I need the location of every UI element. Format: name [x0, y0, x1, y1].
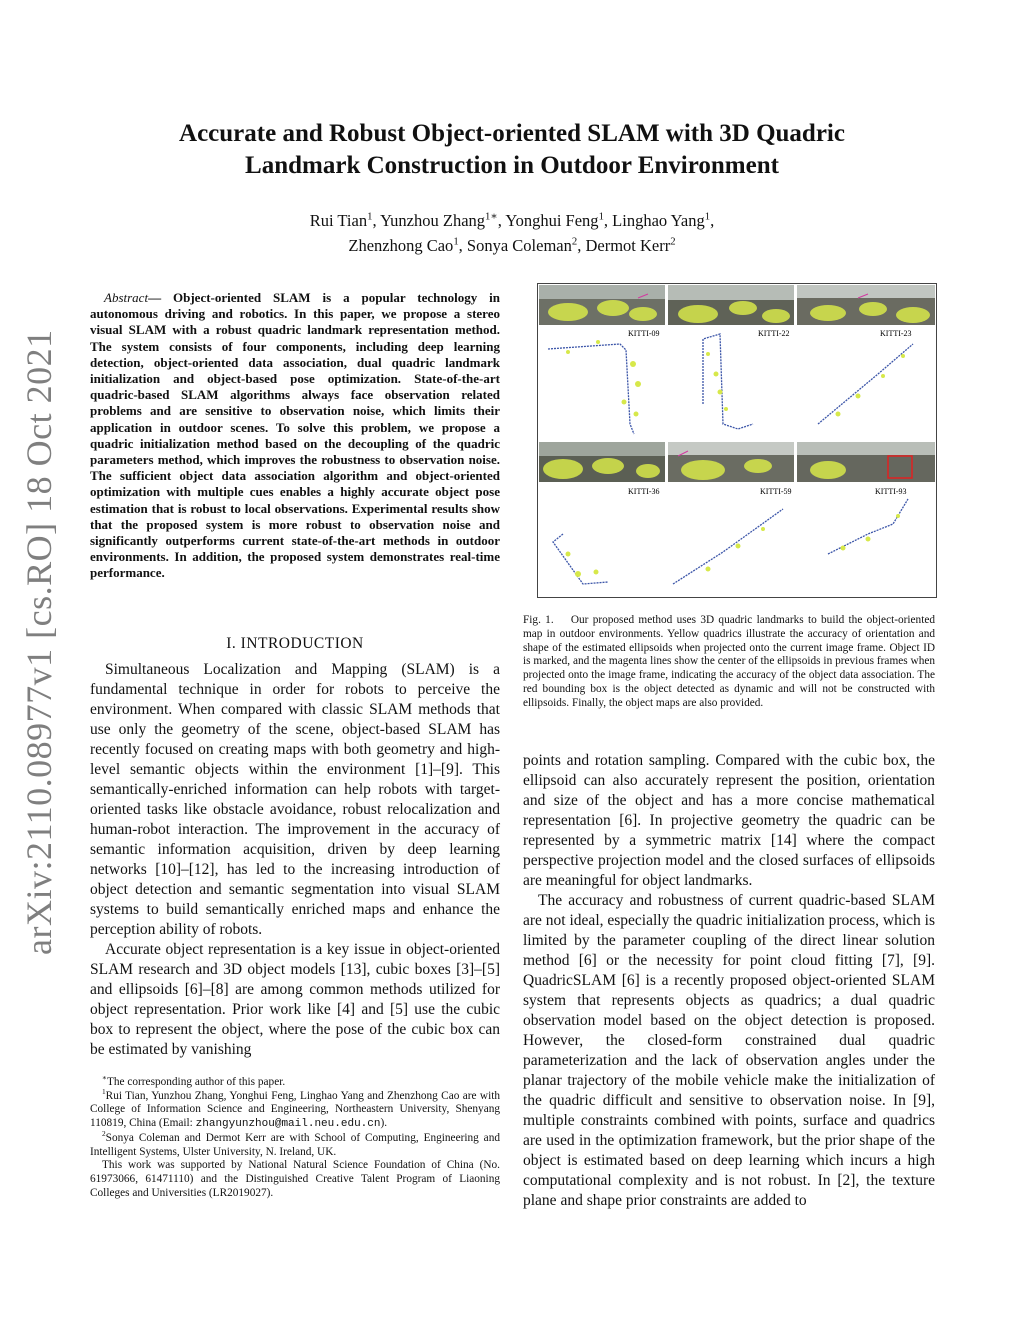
map-quadric [566, 350, 570, 354]
map-quadric [901, 354, 905, 358]
map-quadric [622, 400, 627, 405]
map-quadric [718, 390, 723, 395]
title-line-1: Accurate and Robust Object-oriented SLAM with 3D Quadric [179, 120, 845, 147]
footnote-affiliation-1 [90, 1086, 500, 1132]
caption-text: Our proposed method uses 3D quadric landmarks to build the object-oriented map in outdoor environments. Yellow quadrics illustrate the accuracy of orientation and shape of the estimated ellipsoids when projected onto the current image frame. Object ID is marked, and the magenta lines show the center of the ellipsoids in previous frames when projected onto the image frame, indicating the accuracy of the object data association. The red bounding box is the object detected as dynamic and will not be constructed with ellipsoids. Finally, the object maps are also provided. [523, 614, 936, 709]
sky-region [539, 442, 665, 456]
author-name: Zhenzhong Cao [348, 236, 454, 255]
email-link[interactable]: zhangyunzhou@mail.neu.edu.cn [195, 1118, 381, 1131]
map-quadric [566, 552, 571, 557]
author-name: Rui Tian [309, 211, 368, 230]
map-quadric [714, 372, 719, 377]
quadric-overlay [744, 459, 772, 473]
map-quadric [896, 514, 900, 518]
author-affil-mark: 1 [367, 210, 373, 223]
panel-label: KITTI-59 [760, 487, 792, 496]
quadric-overlay [543, 459, 583, 479]
sky-region [797, 442, 935, 455]
intro-right-column [523, 751, 935, 1211]
map-quadric [724, 407, 728, 411]
map-quadric [594, 570, 599, 575]
intro-left-column [90, 660, 500, 1060]
paper-title [100, 118, 924, 182]
quadric-overlay [810, 305, 846, 321]
author-name: Linghao Yang [612, 211, 705, 230]
map-quadric [706, 352, 710, 356]
author-affil-mark: 1 [704, 210, 711, 223]
author-affil-mark: 1∗ [485, 210, 498, 223]
map-quadric [881, 374, 885, 378]
map-quadric [736, 544, 741, 549]
author-affil-mark: 2 [571, 235, 578, 248]
panel-label: KITTI-22 [758, 329, 790, 338]
footnote-corresponding [90, 1073, 500, 1090]
author-name: Sonya Coleman [466, 236, 572, 255]
sky-region [668, 442, 794, 455]
map-quadric [635, 381, 641, 387]
trajectory-path [818, 344, 913, 424]
figure-1-graphic [538, 284, 936, 597]
caption-label: Fig. 1. [523, 614, 554, 626]
trajectory-path [553, 534, 608, 584]
panel-label: KITTI-93 [875, 487, 907, 496]
footnote-mark: ∗ [102, 1073, 107, 1083]
quadric-overlay [729, 301, 757, 315]
paragraph: Simultaneous Localization and Mapping (SLAM) is a fundamental technique in order for robots to perceive the environment. When compared with classic SLAM methods that use only the geometry of the scene, object-based SLAM has recently focused on creating maps with both geometry and high-level semantic objects within the environment [1]–[9]. This semantically-enriched information can help robots with target-oriented tasks like obstacle avoidance, robust relocalization and human-robot interaction. The improvement in the accuracy of semantic information acquisition, driven by deep learning networks [10]–[12], has led to the increasing introduction of object detection and semantic segmentation into visual SLAM systems to build semantically enriched maps and enhance the perception ability of robots. [90, 661, 500, 938]
footnote-funding: This work was supported by National Natural Science Foundation of China (No. 61973066, 61471110) and the Distinguished Creative Talent Program of Liaoning Colleges and Universities (LR2019027). [90, 1159, 500, 1199]
quadric-overlay [859, 302, 887, 316]
map-quadric [596, 340, 600, 344]
sky-region [668, 285, 794, 300]
quadric-overlay [629, 307, 657, 321]
map-quadric [836, 412, 841, 417]
panel-label: KITTI-23 [880, 329, 912, 338]
quadric-overlay [678, 305, 718, 323]
quadric-overlay [681, 460, 725, 480]
map-quadric [856, 394, 861, 399]
trajectory-plots-top [548, 329, 913, 434]
map-quadric [761, 527, 765, 531]
quadric-overlay [810, 461, 846, 479]
footnote-mark: 2 [102, 1129, 106, 1139]
camera-frames-top [539, 285, 935, 325]
quadric-overlay [896, 307, 930, 323]
trajectory-path [703, 334, 753, 429]
author-name: Dermot Kerr [585, 236, 671, 255]
footnote-text: ). [380, 1117, 388, 1130]
paragraph: The accuracy and robustness of current quadric-based SLAM are not ideal, especially the quadric initialization process, which is limited by the parameter coupling of the direct linear solution method [6] or the necessity for point cloud fitting [7], [9]. QuadricSLAM [6] is a recently proposed object-oriented SLAM system that represents objects as quadrics; a dual quadric observation model based on the object detection is proposed. However, the closed-form constrained dual quadric parameterization and the lack of observation angles under the planar trajectory of the mobile vehicle make the initialization of the quadric difficult and sensitive to observation noise. In [9], multiple constraints combined with points, surface and quadrics are used in the optimization framework, but the prior shape of the object is estimated based on deep learning which incurs a high computational complexity and is not robust. In [2], the texture plane and shape prior constraints are added to [523, 892, 935, 1209]
author-name: Yunzhou Zhang [380, 211, 486, 230]
footnotes [90, 1073, 500, 1200]
footnote-affiliation-2 [90, 1129, 500, 1159]
trajectory-plots-bottom [553, 487, 908, 584]
footnote-text: The corresponding author of this paper. [106, 1076, 286, 1088]
quadric-overlay [636, 464, 660, 478]
footnote-text: Rui Tian, Yunzhou Zhang, Yonghui Feng, Linghao Yang and Zhenzhong Cao are with College of Information Science and Engineering, Northeastern University, Shenyang 110819, China (Email: [90, 1089, 500, 1130]
quadric-overlay [762, 309, 790, 323]
sky-region [539, 285, 665, 299]
section-heading-introduction: I. INTRODUCTION [226, 635, 364, 652]
quadric-overlay [592, 458, 624, 474]
author-affil-mark: 1 [598, 210, 604, 223]
quadric-overlay [548, 303, 588, 321]
author-affil-mark: 1 [453, 235, 459, 248]
camera-frames-bottom [539, 442, 935, 482]
abstract: Abstract— Object-oriented SLAM is a popular technology in autonomous driving and robotics. In this paper, we propose a stereo visual SLAM with a robust quadric landmark representation method. The system consists of four components, including deep learning detection, object-oriented data association, dual quadric landmark initialization and object-based pose optimization. State-of-the-art quadric-based SLAM algorithms always face observation related problems and are sensitive to observation noise, which limits their application in outdoor scenes. To solve this problem, we propose a quadric initialization method based on the decoupling of the quadric parameters method, which improves the robustness to observation noise. The sufficient object data association algorithm and object-oriented optimization with multiple cues enables a highly accurate object pose estimation that is robust to local observations. Experimental results show that the proposed system is more robust to observation noise and significantly outperforms current state-of-the-art methods in outdoor environments. In addition, the proposed system demonstrates real-time performance. [90, 290, 501, 581]
author-name: Yonghui Feng [505, 211, 599, 230]
figure-1 [537, 283, 937, 598]
abstract-text: Object-oriented SLAM is a popular technology in autonomous driving and robotics. In this paper, we propose a stereo visual SLAM with a robust quadric landmark representation method. The system consists of four components, including deep learning detection, object-oriented data association, dual quadric landmark initialization and object-based pose optimization. State-of-the-art quadric-based SLAM algorithms always face observation related problems and are sensitive to observation noise, which limits their application in outdoor scenes. To solve this problem, we propose a quadric initialization method based on the decoupling of the quadric parameters method, which improves the robustness to observation noise. The sufficient object data association algorithm and object-oriented optimization with multiple cues enables a highly accurate object pose estimation that is robust to local observations. Experimental results show that the proposed system is more robust to observation noise and significantly outperforms current state-of-the-art methods in outdoor environments. In addition, the proposed system demonstrates real-time performance. [90, 290, 501, 581]
map-quadric [634, 412, 639, 417]
author-list [150, 208, 874, 258]
paragraph: Accurate object representation is a key issue in object-oriented SLAM research and 3D object models [13], cubic boxes [3]–[5] and ellipsoids [6]–[8] are among common methods utilized for object representation. Prior work like [4] and [5] use the cubic box to represent the object, where the pose of the cubic box can be estimated by vanishing [90, 941, 500, 1058]
title-line-2: Landmark Construction in Outdoor Environment [245, 152, 779, 179]
sky-region [797, 285, 935, 298]
arxiv-stamp: arXiv:2110.08977v1 [cs.RO] 18 Oct 2021 [19, 329, 59, 955]
abstract-label: Abstract [104, 290, 149, 305]
author-line-1: Rui Tian$^1$, Yunzhou Zhang$^{1∗}$, Yonghui Feng$^1$, Linghao Yang$^1$, [309, 210, 715, 230]
author-line-2: Zhenzhong Cao$^1$, Sonya Coleman$^2$, Dermot Kerr$^2$ [348, 235, 676, 255]
paragraph: points and rotation sampling. Compared with the cubic box, the ellipsoid can also accurately represent the position, orientation and size of the object and has a more concise mathematical representation [6]. In projective geometry the quadric can be represented by a symmetric matrix [14] where the compact perspective projection model and the closed surfaces of ellipsoids are meaningful for object landmarks. [523, 752, 935, 889]
trajectory-path [828, 499, 908, 554]
footnote-mark: 1 [102, 1086, 106, 1096]
panel-label: KITTI-09 [628, 329, 660, 338]
panel-label: KITTI-36 [628, 487, 660, 496]
map-quadric [575, 571, 581, 577]
quadric-overlay [597, 300, 629, 316]
trajectory-path [673, 509, 783, 584]
map-quadric [706, 567, 711, 572]
footnote-text: Sonya Coleman and Dermot Kerr are with School of Computing, Engineering and Intelligent Systems, Ulster University, N. Ireland, UK. [90, 1131, 500, 1158]
map-quadric [841, 546, 846, 551]
map-quadric [866, 537, 871, 542]
figure-1-caption [523, 614, 935, 711]
author-affil-mark: 2 [670, 235, 676, 248]
map-quadric [630, 361, 636, 367]
trajectory-path [548, 344, 634, 434]
